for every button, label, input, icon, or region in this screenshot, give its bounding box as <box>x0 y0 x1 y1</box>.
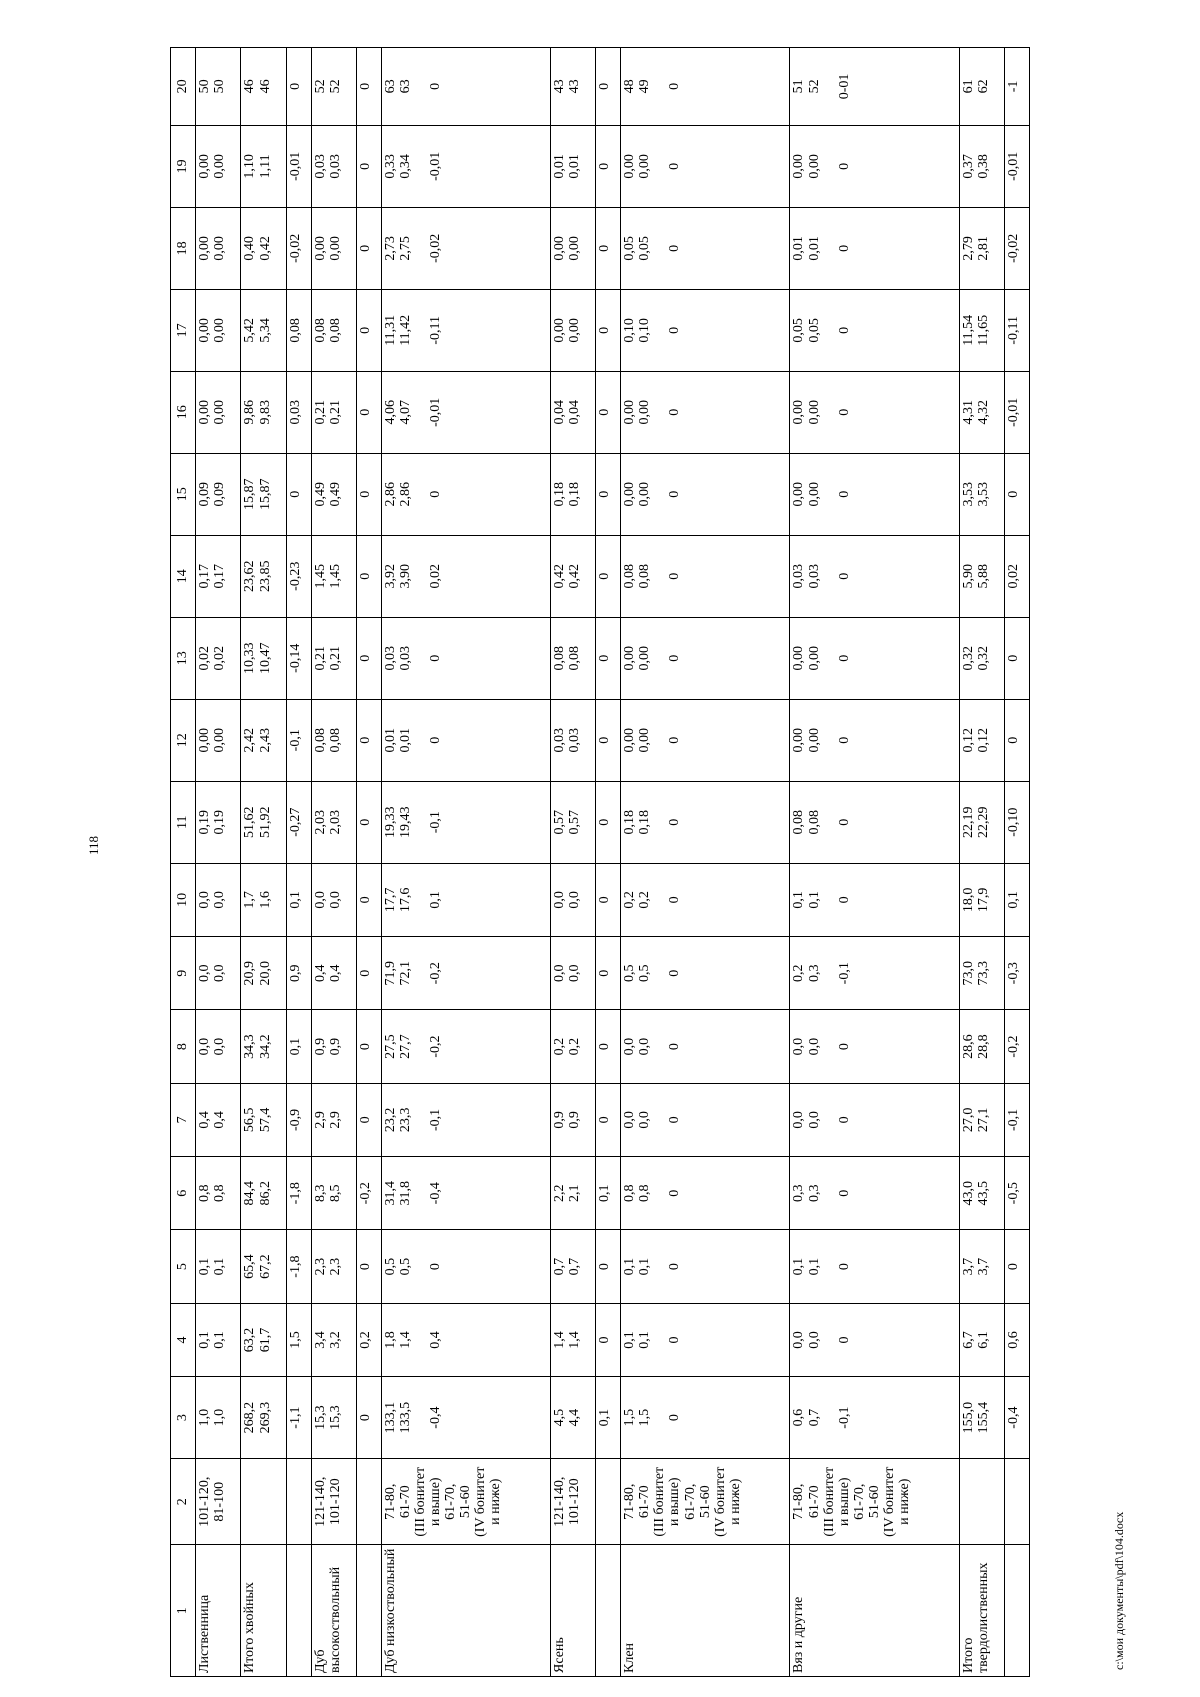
value-cell: 0,08 0,08 <box>311 289 356 371</box>
value-cell: 0,0 0,0 0 <box>621 1083 790 1156</box>
value-cell: 84,4 86,2 <box>241 1157 286 1230</box>
value-cell: 73,0 73,3 <box>959 937 1004 1010</box>
value-cell: 48 49 0 <box>621 48 790 126</box>
value-cell: 0,00 0,00 <box>196 289 241 371</box>
value-cell: 0,03 0,03 <box>311 125 356 207</box>
species-cell: Дуб низкоствольный <box>381 1545 550 1677</box>
value-cell: 2,9 2,9 <box>311 1083 356 1156</box>
value-cell: 0,04 0,04 <box>550 371 595 453</box>
value-cell: 0 <box>596 937 621 1010</box>
value-cell: 0 <box>596 535 621 617</box>
value-cell: -0,01 <box>1005 125 1030 207</box>
value-cell: 0,0 0,0 <box>196 937 241 1010</box>
value-cell: 0,40 0,42 <box>241 207 286 289</box>
value-cell: 0,00 0,00 0 <box>790 453 959 535</box>
value-cell: 61 62 <box>959 48 1004 126</box>
value-cell: 0,08 <box>286 289 311 371</box>
value-cell: 20,9 20,0 <box>241 937 286 1010</box>
column-number-cell: 18 <box>171 207 196 289</box>
value-cell: 0,01 0,01 0 <box>790 207 959 289</box>
value-cell: 268,2 269,3 <box>241 1377 286 1459</box>
value-cell: 0 <box>596 48 621 126</box>
value-cell: 0,00 0,00 <box>196 125 241 207</box>
value-cell: 0 <box>356 1010 381 1083</box>
value-cell: 0 <box>356 699 381 781</box>
value-cell: 0,5 0,5 0 <box>621 937 790 1010</box>
value-cell: 1,4 1,4 <box>550 1303 595 1376</box>
value-cell: 52 52 <box>311 48 356 126</box>
value-cell: 0 <box>356 371 381 453</box>
value-cell: 0 <box>1005 453 1030 535</box>
value-cell: 0 <box>596 1083 621 1156</box>
value-cell: 0,1 <box>596 1377 621 1459</box>
value-cell: -0,1 <box>286 699 311 781</box>
value-cell: -1,8 <box>286 1157 311 1230</box>
value-cell: 34,3 34,2 <box>241 1010 286 1083</box>
value-cell: 0,17 0,17 <box>196 535 241 617</box>
value-cell: 2,86 2,86 0 <box>381 453 550 535</box>
value-cell: 0,08 0,08 0 <box>621 535 790 617</box>
value-cell: 0,1 0,1 <box>196 1230 241 1303</box>
species-cell: Итого хвойных <box>241 1545 286 1677</box>
species-cell <box>1005 1545 1030 1677</box>
value-cell: 0,08 0,08 <box>311 699 356 781</box>
value-cell: 3,53 3,53 <box>959 453 1004 535</box>
value-cell: -0,4 <box>1005 1377 1030 1459</box>
value-cell: 0,4 0,4 <box>311 937 356 1010</box>
column-number-cell: 8 <box>171 1010 196 1083</box>
column-number-cell: 12 <box>171 699 196 781</box>
value-cell: 0 <box>356 48 381 126</box>
value-cell: 2,42 2,43 <box>241 699 286 781</box>
value-cell: 0 <box>356 1083 381 1156</box>
value-cell: 0,01 0,01 0 <box>381 699 550 781</box>
value-cell: 0 <box>356 207 381 289</box>
column-number-cell: 1 <box>171 1545 196 1677</box>
value-cell: 3,4 3,2 <box>311 1303 356 1376</box>
column-number-cell: 13 <box>171 617 196 699</box>
value-cell: -0,27 <box>286 781 311 863</box>
value-cell: 51,62 51,92 <box>241 781 286 863</box>
column-number-cell: 17 <box>171 289 196 371</box>
bonitet-cell <box>286 1459 311 1545</box>
value-cell: 0,00 0,00 0 <box>621 699 790 781</box>
value-cell: 4,06 4,07 -0,01 <box>381 371 550 453</box>
column-number-cell: 7 <box>171 1083 196 1156</box>
value-cell: 0 <box>1005 617 1030 699</box>
value-cell: 0,05 0,05 0 <box>790 289 959 371</box>
value-cell: -0,01 <box>1005 371 1030 453</box>
value-cell: 10,33 10,47 <box>241 617 286 699</box>
value-cell: 0,02 <box>1005 535 1030 617</box>
bonitet-cell: 121-140, 101-120 <box>550 1459 595 1545</box>
value-cell: 0 <box>1005 1230 1030 1303</box>
value-cell: 0,0 0,0 <box>550 863 595 936</box>
value-cell: 2,3 2,3 <box>311 1230 356 1303</box>
species-cell: Клен <box>621 1545 790 1677</box>
table-row <box>311 48 356 1677</box>
value-cell: 1,7 1,6 <box>241 863 286 936</box>
value-cell: 0,9 0,9 <box>311 1010 356 1083</box>
value-cell: 43 43 <box>550 48 595 126</box>
value-cell: 0,6 0,7 -0,1 <box>790 1377 959 1459</box>
value-cell: 0 <box>596 699 621 781</box>
value-cell: 0 <box>596 207 621 289</box>
value-cell: 0,08 0,08 0 <box>790 781 959 863</box>
column-number-cell: 11 <box>171 781 196 863</box>
table-row <box>790 48 959 1677</box>
value-cell: 51 52 0-01 <box>790 48 959 126</box>
value-cell: 0,00 0,00 <box>196 207 241 289</box>
value-cell: 0,2 0,2 <box>550 1010 595 1083</box>
table-row <box>196 48 241 1677</box>
value-cell: 0 <box>286 453 311 535</box>
value-cell: 0,5 0,5 0 <box>381 1230 550 1303</box>
value-cell: 155,0 155,4 <box>959 1377 1004 1459</box>
value-cell: 43,0 43,5 <box>959 1157 1004 1230</box>
table-row <box>959 48 1004 1677</box>
value-cell: 0,1 0,1 0 <box>790 863 959 936</box>
value-cell: 0,00 0,00 0 <box>621 371 790 453</box>
value-cell: 27,5 27,7 -0,2 <box>381 1010 550 1083</box>
value-cell: 28,6 28,8 <box>959 1010 1004 1083</box>
value-cell: 3,7 3,7 <box>959 1230 1004 1303</box>
value-cell: 65,4 67,2 <box>241 1230 286 1303</box>
value-cell: 0,2 0,3 -0,1 <box>790 937 959 1010</box>
value-cell: -0,9 <box>286 1083 311 1156</box>
bonitet-cell <box>1005 1459 1030 1545</box>
value-cell: 1,10 1,11 <box>241 125 286 207</box>
value-cell: 0,0 0,0 <box>196 863 241 936</box>
value-cell: 19,33 19,43 -0,1 <box>381 781 550 863</box>
value-cell: 0,01 0,01 <box>550 125 595 207</box>
value-cell: 0,8 0,8 <box>196 1157 241 1230</box>
value-cell: 0 <box>356 937 381 1010</box>
page-number: 118 <box>86 835 101 855</box>
value-cell: 0,21 0,21 <box>311 371 356 453</box>
species-cell: Ясень <box>550 1545 595 1677</box>
value-cell: 63 63 0 <box>381 48 550 126</box>
value-cell: 15,3 15,3 <box>311 1377 356 1459</box>
value-cell: 0,2 0,2 0 <box>621 863 790 936</box>
table-row <box>550 48 595 1677</box>
value-cell: 0,2 <box>356 1303 381 1376</box>
value-cell: -0,02 <box>1005 207 1030 289</box>
value-cell: -0,10 <box>1005 781 1030 863</box>
value-cell: -1,8 <box>286 1230 311 1303</box>
bonitet-cell <box>356 1459 381 1545</box>
value-cell: 0,19 0,19 <box>196 781 241 863</box>
value-cell: 0,1 0,1 0 <box>621 1230 790 1303</box>
table-row <box>381 48 550 1677</box>
value-cell: 8,3 8,5 <box>311 1157 356 1230</box>
value-cell: -0,11 <box>1005 289 1030 371</box>
value-cell: 0,00 0,00 <box>550 207 595 289</box>
table-row <box>356 48 381 1677</box>
value-cell: 0,10 0,10 0 <box>621 289 790 371</box>
value-cell: 0,9 <box>286 937 311 1010</box>
value-cell: -0,2 <box>1005 1010 1030 1083</box>
value-cell: 0,0 0,0 0 <box>790 1083 959 1156</box>
value-cell: 2,79 2,81 <box>959 207 1004 289</box>
bonitet-cell: 71-80, 61-70 (III бонитет и выше) 61-70, 51-60 (IV бонитет и ниже) <box>381 1459 550 1545</box>
bonitet-cell <box>959 1459 1004 1545</box>
data-table-rotated <box>170 47 1030 1677</box>
column-number-cell: 20 <box>171 48 196 126</box>
value-cell: 0,03 0,03 0 <box>790 535 959 617</box>
value-cell: 1,5 <box>286 1303 311 1376</box>
value-cell: 0,8 0,8 0 <box>621 1157 790 1230</box>
value-cell: 1,45 1,45 <box>311 535 356 617</box>
value-cell: 0 <box>356 617 381 699</box>
value-cell: 0 <box>356 125 381 207</box>
value-cell: -0,3 <box>1005 937 1030 1010</box>
column-number-row <box>171 48 196 1677</box>
value-cell: 46 46 <box>241 48 286 126</box>
value-cell: 0,00 0,00 <box>196 699 241 781</box>
bonitet-cell: 71-80, 61-70 (III бонитет и выше) 61-70, 51-60 (IV бонитет и ниже) <box>790 1459 959 1545</box>
column-number-cell: 14 <box>171 535 196 617</box>
value-cell: 18,0 17,9 <box>959 863 1004 936</box>
value-cell: 0,02 0,02 <box>196 617 241 699</box>
value-cell: 0,00 0,00 0 <box>790 125 959 207</box>
table-row <box>621 48 790 1677</box>
column-number-cell: 10 <box>171 863 196 936</box>
value-cell: 0 <box>356 289 381 371</box>
value-cell: 5,42 5,34 <box>241 289 286 371</box>
value-cell: -0,01 <box>286 125 311 207</box>
value-cell: 0,7 0,7 <box>550 1230 595 1303</box>
value-cell: 11,31 11,42 -0,11 <box>381 289 550 371</box>
value-cell: 0,9 0,9 <box>550 1083 595 1156</box>
value-cell: 0,42 0,42 <box>550 535 595 617</box>
value-cell: 4,5 4,4 <box>550 1377 595 1459</box>
table-row <box>241 48 286 1677</box>
value-cell: 0,12 0,12 <box>959 699 1004 781</box>
value-cell: 0,21 0,21 <box>311 617 356 699</box>
species-cell: Дуб высокоствольный <box>311 1545 356 1677</box>
value-cell: 0,1 0,1 0 <box>790 1230 959 1303</box>
value-cell: 56,5 57,4 <box>241 1083 286 1156</box>
value-cell: 0 <box>596 863 621 936</box>
value-cell: 0 <box>596 1303 621 1376</box>
value-cell: -0,02 <box>286 207 311 289</box>
value-cell: -0,5 <box>1005 1157 1030 1230</box>
value-cell: 2,03 2,03 <box>311 781 356 863</box>
value-cell: -1,1 <box>286 1377 311 1459</box>
value-cell: 0,03 0,03 0 <box>381 617 550 699</box>
value-cell: 0,0 0,0 <box>196 1010 241 1083</box>
column-number-cell: 9 <box>171 937 196 1010</box>
value-cell: 63,2 61,7 <box>241 1303 286 1376</box>
value-cell: 0,49 0,49 <box>311 453 356 535</box>
value-cell: 0,00 0,00 0 <box>621 125 790 207</box>
value-cell: 0 <box>356 781 381 863</box>
value-cell: 5,90 5,88 <box>959 535 1004 617</box>
value-cell: 0 <box>596 125 621 207</box>
value-cell: -0,23 <box>286 535 311 617</box>
table-row <box>286 48 311 1677</box>
column-number-cell: 4 <box>171 1303 196 1376</box>
value-cell: 17,7 17,6 0,1 <box>381 863 550 936</box>
value-cell: 1,5 1,5 0 <box>621 1377 790 1459</box>
value-cell: 0 <box>356 1230 381 1303</box>
value-cell: -0,1 <box>1005 1083 1030 1156</box>
species-cell <box>356 1545 381 1677</box>
value-cell: 0,4 0,4 <box>196 1083 241 1156</box>
footer-file-path: c:\мои документы\pdf\104.docx <box>1112 1511 1126 1670</box>
value-cell: 0 <box>1005 699 1030 781</box>
value-cell: 0 <box>596 781 621 863</box>
bonitet-cell: 121-140, 101-120 <box>311 1459 356 1545</box>
value-cell: 0,00 0,00 0 <box>790 699 959 781</box>
value-cell: 0,33 0,34 -0,01 <box>381 125 550 207</box>
bonitet-cell: 101-120, 81-100 <box>196 1459 241 1545</box>
value-cell: 11,54 11,65 <box>959 289 1004 371</box>
value-cell: 0,00 0,00 0 <box>790 617 959 699</box>
column-number-cell: 15 <box>171 453 196 535</box>
value-cell: 0,00 0,00 0 <box>790 371 959 453</box>
value-cell: 6,7 6,1 <box>959 1303 1004 1376</box>
species-cell: Лиственница <box>196 1545 241 1677</box>
value-cell: 0,1 <box>286 863 311 936</box>
value-cell: 23,62 23,85 <box>241 535 286 617</box>
value-cell: 0,18 0,18 <box>550 453 595 535</box>
value-cell: 0,00 0,00 0 <box>621 617 790 699</box>
value-cell: 0,1 <box>286 1010 311 1083</box>
value-cell: 2,2 2,1 <box>550 1157 595 1230</box>
value-cell: 27,0 27,1 <box>959 1083 1004 1156</box>
value-cell: 71,9 72,1 -0,2 <box>381 937 550 1010</box>
value-cell: 0,1 <box>1005 863 1030 936</box>
species-cell <box>596 1545 621 1677</box>
value-cell: -0,2 <box>356 1157 381 1230</box>
value-cell: 15,87 15,87 <box>241 453 286 535</box>
value-cell: 0 <box>356 1377 381 1459</box>
species-cell <box>286 1545 311 1677</box>
value-cell: 0,0 0,0 0 <box>790 1303 959 1376</box>
value-cell: 22,19 22,29 <box>959 781 1004 863</box>
value-cell: 0,57 0,57 <box>550 781 595 863</box>
species-cell: Вяз и другие <box>790 1545 959 1677</box>
bonitet-cell <box>241 1459 286 1545</box>
value-cell: 0 <box>596 453 621 535</box>
value-cell: 0,0 0,0 <box>311 863 356 936</box>
column-number-cell: 2 <box>171 1459 196 1545</box>
value-cell: 0,1 <box>596 1157 621 1230</box>
value-cell: 0,1 0,1 0 <box>621 1303 790 1376</box>
value-cell: -0,14 <box>286 617 311 699</box>
value-cell: 0,3 0,3 0 <box>790 1157 959 1230</box>
value-cell: 0,08 0,08 <box>550 617 595 699</box>
value-cell: 1,8 1,4 0,4 <box>381 1303 550 1376</box>
value-cell: 0 <box>356 863 381 936</box>
table-row <box>596 48 621 1677</box>
value-cell: 133,1 133,5 -0,4 <box>381 1377 550 1459</box>
column-number-cell: 5 <box>171 1230 196 1303</box>
value-cell: 0,05 0,05 0 <box>621 207 790 289</box>
species-cell: Итого твердолиственных <box>959 1545 1004 1677</box>
value-cell: 0,0 0,0 <box>550 937 595 1010</box>
value-cell: 0 <box>596 1010 621 1083</box>
column-number-cell: 16 <box>171 371 196 453</box>
value-cell: 0,00 0,00 <box>550 289 595 371</box>
value-cell: 0,32 0,32 <box>959 617 1004 699</box>
value-cell: 0 <box>596 617 621 699</box>
column-number-cell: 3 <box>171 1377 196 1459</box>
value-cell: -1 <box>1005 48 1030 126</box>
value-cell: 0 <box>596 1230 621 1303</box>
value-cell: 0 <box>596 289 621 371</box>
value-cell: 0 <box>356 453 381 535</box>
bonitet-cell: 71-80, 61-70 (III бонитет и выше) 61-70, 51-60 (IV бонитет и ниже) <box>621 1459 790 1545</box>
value-cell: 0,37 0,38 <box>959 125 1004 207</box>
bonitet-cell <box>596 1459 621 1545</box>
value-cell: 0,00 0,00 <box>311 207 356 289</box>
value-cell: 3,92 3,90 0,02 <box>381 535 550 617</box>
table-row <box>1005 48 1030 1677</box>
value-cell: 0,18 0,18 0 <box>621 781 790 863</box>
forest-stock-table <box>170 47 1030 1677</box>
value-cell: 0,1 0,1 <box>196 1303 241 1376</box>
value-cell: 31,4 31,8 -0,4 <box>381 1157 550 1230</box>
value-cell: 0 <box>356 535 381 617</box>
value-cell: 9,86 9,83 <box>241 371 286 453</box>
value-cell: 0,00 0,00 0 <box>621 453 790 535</box>
value-cell: 0,0 0,0 0 <box>790 1010 959 1083</box>
value-cell: 0,03 <box>286 371 311 453</box>
value-cell: 23,2 23,3 -0,1 <box>381 1083 550 1156</box>
value-cell: 0,03 0,03 <box>550 699 595 781</box>
value-cell: 2,73 2,75 -0,02 <box>381 207 550 289</box>
value-cell: 50 50 <box>196 48 241 126</box>
value-cell: 0,09 0,09 <box>196 453 241 535</box>
value-cell: 0 <box>596 371 621 453</box>
value-cell: 4,31 4,32 <box>959 371 1004 453</box>
column-number-cell: 6 <box>171 1157 196 1230</box>
value-cell: 0,6 <box>1005 1303 1030 1376</box>
value-cell: 1,0 1,0 <box>196 1377 241 1459</box>
column-number-cell: 19 <box>171 125 196 207</box>
value-cell: 0,00 0,00 <box>196 371 241 453</box>
value-cell: 0 <box>286 48 311 126</box>
value-cell: 0,0 0,0 0 <box>621 1010 790 1083</box>
